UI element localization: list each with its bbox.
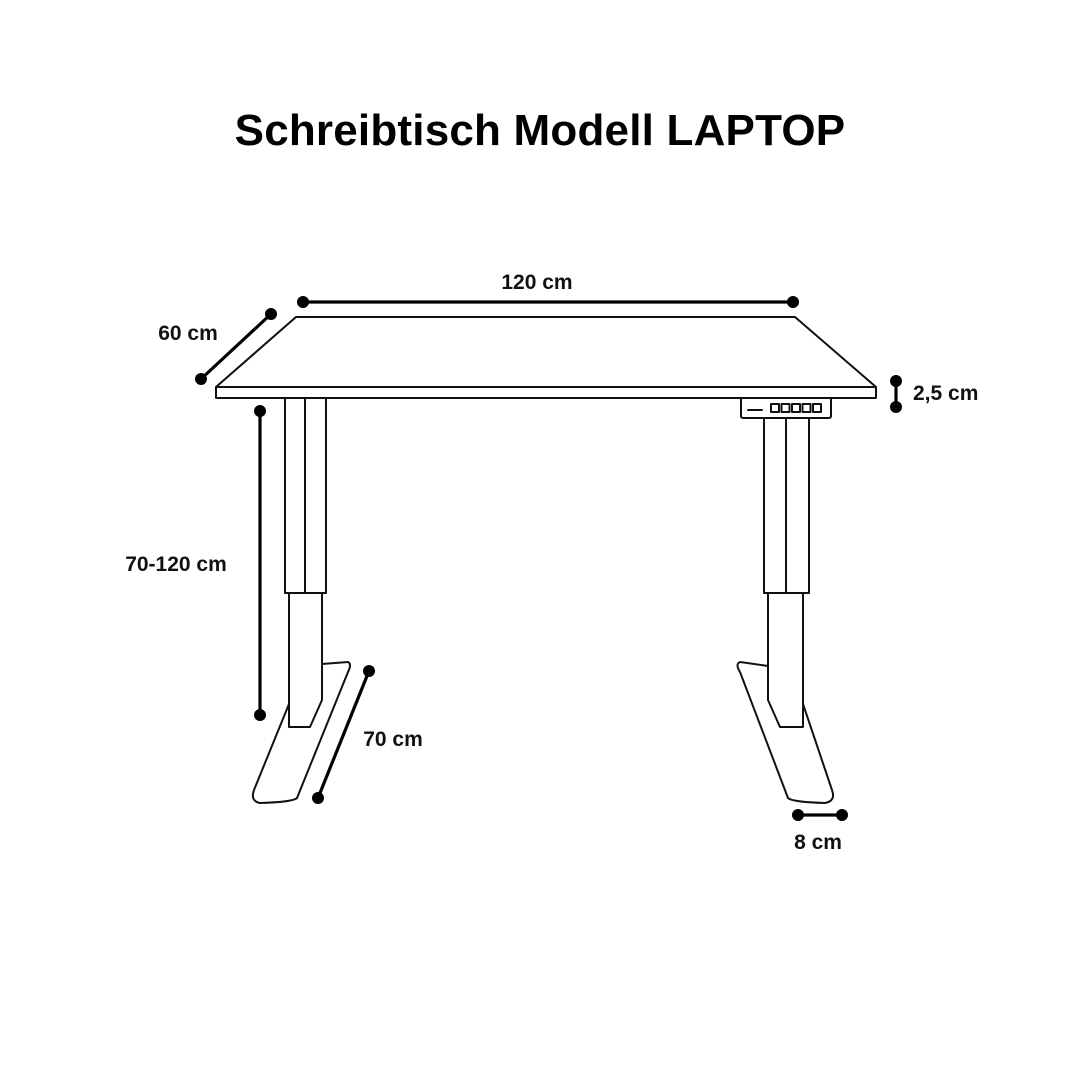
dimension-width [297,271,799,308]
dimension-width-label: 120 cm [501,271,573,294]
dimension-height-label: 70-120 cm [125,553,227,576]
dimension-thickness [890,375,978,413]
desktop [216,317,876,398]
dimension-foot-length-label: 70 cm [363,728,423,751]
dimension-foot-width-start-dot [792,809,804,821]
dimension-depth-label: 60 cm [158,322,218,345]
dimension-height [125,405,266,721]
control-panel [741,398,831,418]
dimension-width-end-dot [787,296,799,308]
dimension-height-start-dot [254,405,266,417]
dimension-foot-width-label: 8 cm [794,831,842,854]
dimension-depth-start-dot [195,373,207,385]
desktop-top-surface [216,317,876,387]
left-leg-lower-column [289,593,322,727]
left-leg [253,398,350,803]
dimension-thickness-start-dot [890,375,902,387]
page-title: Schreibtisch Modell LAPTOP [234,106,846,155]
desktop-front-edge [216,387,876,398]
right-leg-lower-column [768,593,803,727]
dimension-foot-length-end-dot [363,665,375,677]
dimension-foot-length-start-dot [312,792,324,804]
dimension-thickness-label: 2,5 cm [913,382,979,405]
right-leg [738,398,834,803]
dimension-foot-width [792,809,848,854]
dimension-depth-end-dot [265,308,277,320]
dimension-thickness-end-dot [890,401,902,413]
dimension-width-start-dot [297,296,309,308]
dimension-foot-width-end-dot [836,809,848,821]
dimension-height-end-dot [254,709,266,721]
control-panel-body [741,398,831,418]
